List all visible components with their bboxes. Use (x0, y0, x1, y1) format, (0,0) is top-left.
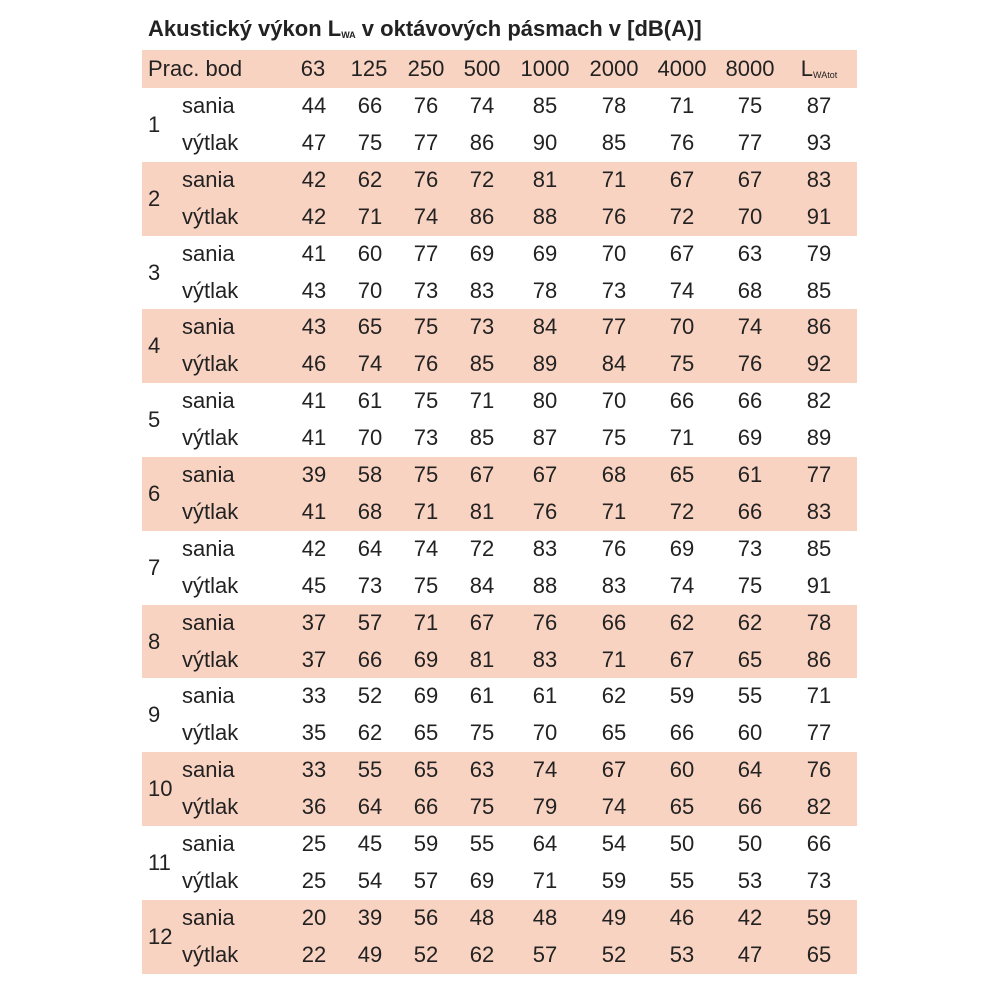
value-cell: 67 (601, 757, 627, 783)
value-cell: 65 (357, 314, 383, 340)
value-cell: 67 (669, 240, 695, 266)
value-cell: 50 (737, 831, 763, 856)
value-cell: 75 (413, 462, 439, 487)
value-cell: 39 (301, 462, 327, 487)
value-cell: 59 (601, 867, 627, 893)
value-cell: 72 (669, 203, 695, 229)
value-cell: 71 (669, 425, 695, 451)
value-cell: 41 (301, 498, 327, 524)
value-cell: 85 (469, 425, 495, 451)
value-cell: 67 (737, 166, 763, 192)
value-cell: 62 (669, 609, 695, 635)
value-cell: 49 (601, 904, 627, 930)
value-cell: 92 (806, 351, 832, 377)
value-cell: 76 (806, 757, 832, 783)
value-cell: 86 (469, 203, 495, 229)
value-cell: 67 (469, 609, 495, 635)
value-cell: 61 (737, 462, 763, 487)
point-number: 11 (148, 849, 171, 875)
header-band-125: 125 (350, 56, 388, 81)
value-cell: 76 (413, 166, 439, 192)
value-cell: 75 (737, 93, 763, 118)
value-cell: 60 (737, 720, 763, 746)
value-cell: 84 (601, 351, 627, 377)
value-cell: 69 (669, 535, 695, 561)
vytlak-label: výtlak (182, 351, 239, 377)
value-cell: 45 (301, 572, 327, 598)
value-cell: 60 (669, 757, 695, 783)
value-cell: 65 (669, 794, 695, 820)
value-cell: 83 (532, 646, 558, 672)
value-cell: 63 (737, 240, 763, 266)
value-cell: 81 (532, 166, 558, 192)
value-cell: 71 (357, 203, 383, 229)
value-cell: 65 (669, 462, 695, 487)
value-cell: 62 (357, 166, 383, 192)
value-cell: 88 (532, 203, 558, 229)
value-cell: 69 (469, 867, 495, 893)
value-cell: 68 (601, 462, 627, 487)
value-cell: 77 (806, 720, 832, 746)
value-cell: 25 (301, 831, 327, 856)
value-cell: 83 (806, 166, 832, 192)
vytlak-label: výtlak (182, 720, 239, 746)
vytlak-label: výtlak (182, 572, 239, 598)
vytlak-label: výtlak (182, 498, 239, 524)
value-cell: 85 (469, 351, 495, 377)
value-cell: 46 (669, 904, 695, 930)
value-cell: 54 (601, 831, 627, 856)
value-cell: 57 (532, 941, 558, 967)
header-total: $L_{WAtot}$ (800, 56, 838, 81)
value-cell: 74 (413, 535, 439, 561)
value-cell: 78 (601, 93, 627, 118)
point-number: 9 (148, 702, 161, 728)
value-cell: 53 (669, 941, 695, 967)
value-cell: 20 (301, 904, 327, 930)
value-cell: 77 (413, 240, 439, 266)
value-cell: 67 (669, 646, 695, 672)
value-cell: 76 (532, 609, 558, 635)
value-cell: 83 (806, 498, 832, 524)
value-cell: 55 (357, 757, 383, 783)
value-cell: 53 (737, 867, 763, 893)
value-cell: 71 (601, 166, 627, 192)
value-cell: 52 (413, 941, 439, 967)
value-cell: 66 (413, 794, 439, 820)
value-cell: 83 (601, 572, 627, 598)
header-band-500: 500 (463, 56, 501, 81)
header-band-1000: 1000 (520, 56, 570, 81)
value-cell: 43 (301, 314, 327, 340)
point-number: 8 (148, 628, 161, 654)
value-cell: 76 (413, 351, 439, 377)
value-cell: 66 (737, 498, 763, 524)
value-cell: 43 (301, 277, 327, 303)
value-cell: 39 (357, 904, 383, 930)
vytlak-label: výtlak (182, 941, 239, 967)
sania-label: sania (182, 462, 235, 487)
vytlak-label: výtlak (182, 867, 239, 893)
value-cell: 83 (532, 535, 558, 561)
value-cell: 75 (601, 425, 627, 451)
value-cell: 72 (469, 535, 495, 561)
value-cell: 64 (357, 535, 383, 561)
value-cell: 86 (469, 129, 495, 155)
value-cell: 22 (301, 941, 327, 967)
point-number: 2 (148, 185, 161, 211)
value-cell: 52 (357, 683, 383, 709)
value-cell: 61 (357, 388, 383, 414)
value-cell: 73 (413, 277, 439, 303)
value-cell: 77 (737, 129, 763, 155)
value-cell: 70 (737, 203, 763, 229)
value-cell: 76 (413, 93, 439, 118)
value-cell: 67 (532, 462, 558, 487)
value-cell: 47 (737, 941, 763, 967)
sania-label: sania (182, 314, 235, 340)
value-cell: 62 (357, 720, 383, 746)
value-cell: 70 (601, 388, 627, 414)
value-cell: 54 (357, 867, 383, 893)
value-cell: 48 (532, 904, 558, 930)
value-cell: 66 (806, 831, 832, 856)
value-cell: 66 (669, 388, 695, 414)
value-cell: 74 (601, 794, 627, 820)
value-cell: 87 (806, 93, 832, 118)
value-cell: 71 (806, 683, 832, 709)
sania-label: sania (182, 388, 235, 414)
vytlak-label: výtlak (182, 129, 239, 155)
sania-label: sania (182, 683, 235, 709)
value-cell: 91 (806, 572, 832, 598)
value-cell: 75 (469, 794, 495, 820)
value-cell: 71 (413, 498, 439, 524)
value-cell: 65 (413, 757, 439, 783)
header-band-2000: 2000 (589, 56, 639, 81)
value-cell: 93 (806, 129, 832, 155)
value-cell: 74 (413, 203, 439, 229)
sania-label: sania (182, 535, 235, 561)
sania-label: sania (182, 831, 235, 856)
value-cell: 57 (413, 867, 439, 893)
value-cell: 70 (357, 277, 383, 303)
value-cell: 71 (601, 646, 627, 672)
value-cell: 89 (532, 351, 558, 377)
value-cell: 71 (469, 388, 495, 414)
value-cell: 59 (413, 831, 439, 856)
value-cell: 65 (737, 646, 763, 672)
point-number: 1 (148, 111, 161, 137)
value-cell: 71 (601, 498, 627, 524)
value-cell: 62 (601, 683, 627, 709)
value-cell: 46 (301, 351, 327, 377)
value-cell: 74 (532, 757, 558, 783)
value-cell: 58 (357, 462, 383, 487)
point-number: 4 (148, 333, 161, 359)
point-number: 3 (148, 259, 161, 285)
value-cell: 70 (601, 240, 627, 266)
value-cell: 82 (806, 388, 832, 414)
value-cell: 65 (413, 720, 439, 746)
value-cell: 56 (413, 904, 439, 930)
header-band-250: 250 (407, 56, 445, 81)
value-cell: 71 (669, 93, 695, 118)
sania-label: sania (182, 904, 235, 930)
value-cell: 61 (469, 683, 495, 709)
value-cell: 74 (737, 314, 763, 340)
value-cell: 75 (413, 572, 439, 598)
value-cell: 72 (669, 498, 695, 524)
vytlak-label: výtlak (182, 425, 239, 451)
point-number: 10 (148, 776, 173, 802)
value-cell: 42 (301, 535, 327, 561)
value-cell: 76 (532, 498, 558, 524)
value-cell: 59 (806, 904, 832, 930)
value-cell: 66 (669, 720, 695, 746)
value-cell: 50 (669, 831, 695, 856)
value-cell: 72 (469, 166, 495, 192)
value-cell: 86 (806, 314, 832, 340)
header-point: Prac. bod (148, 56, 243, 81)
value-cell: 60 (357, 240, 383, 266)
value-cell: 45 (357, 831, 383, 856)
value-cell: 66 (737, 388, 763, 414)
value-cell: 36 (301, 794, 327, 820)
value-cell: 69 (413, 646, 439, 672)
value-cell: 80 (532, 388, 558, 414)
value-cell: 69 (532, 240, 558, 266)
value-cell: 74 (669, 277, 695, 303)
sania-label: sania (182, 240, 235, 266)
point-number: 6 (148, 480, 161, 506)
value-cell: 68 (737, 277, 763, 303)
value-cell: 64 (532, 831, 558, 856)
value-cell: 42 (301, 203, 327, 229)
vytlak-label: výtlak (182, 794, 239, 820)
value-cell: 76 (601, 203, 627, 229)
value-cell: 61 (532, 683, 558, 709)
value-cell: 77 (601, 314, 627, 340)
value-cell: 25 (301, 867, 327, 893)
value-cell: 79 (806, 240, 832, 266)
value-cell: 63 (469, 757, 495, 783)
page-title: Akustický výkon $L_{WA}$ v oktávových pásmach v [dB(A)] (148, 16, 702, 41)
value-cell: 57 (357, 609, 383, 635)
value-cell: 64 (737, 757, 763, 783)
value-cell: 76 (669, 129, 695, 155)
value-cell: 75 (469, 720, 495, 746)
value-cell: 67 (669, 166, 695, 192)
value-cell: 90 (532, 129, 558, 155)
value-cell: 66 (357, 93, 383, 118)
sania-label: sania (182, 166, 235, 192)
value-cell: 85 (806, 535, 832, 561)
value-cell: 89 (806, 425, 832, 451)
header-band-8000: 8000 (725, 56, 775, 81)
value-cell: 33 (301, 757, 327, 783)
point-number: 12 (148, 923, 173, 949)
value-cell: 86 (806, 646, 832, 672)
value-cell: 87 (532, 425, 558, 451)
value-cell: 84 (469, 572, 495, 598)
value-cell: 73 (357, 572, 383, 598)
value-cell: 66 (357, 646, 383, 672)
value-cell: 74 (469, 93, 495, 118)
value-cell: 70 (532, 720, 558, 746)
value-cell: 66 (737, 794, 763, 820)
value-cell: 66 (601, 609, 627, 635)
value-cell: 78 (532, 277, 558, 303)
value-cell: 70 (357, 425, 383, 451)
value-cell: 47 (301, 129, 327, 155)
value-cell: 52 (601, 941, 627, 967)
value-cell: 65 (601, 720, 627, 746)
value-cell: 81 (469, 498, 495, 524)
value-cell: 62 (469, 941, 495, 967)
header-band-63: 63 (300, 56, 326, 81)
value-cell: 74 (357, 351, 383, 377)
value-cell: 71 (413, 609, 439, 635)
value-cell: 74 (669, 572, 695, 598)
value-cell: 69 (737, 425, 763, 451)
value-cell: 75 (357, 129, 383, 155)
header-band-4000: 4000 (657, 56, 707, 81)
value-cell: 67 (469, 462, 495, 487)
vytlak-label: výtlak (182, 203, 239, 229)
vytlak-label: výtlak (182, 277, 239, 303)
value-cell: 69 (413, 683, 439, 709)
value-cell: 49 (357, 941, 383, 967)
value-cell: 41 (301, 388, 327, 414)
value-cell: 78 (806, 609, 832, 635)
value-cell: 85 (601, 129, 627, 155)
value-cell: 37 (301, 646, 327, 672)
value-cell: 71 (532, 867, 558, 893)
point-number: 5 (148, 407, 161, 433)
value-cell: 79 (532, 794, 558, 820)
value-cell: 85 (806, 277, 832, 303)
point-number: 7 (148, 554, 161, 580)
value-cell: 44 (301, 93, 327, 118)
value-cell: 73 (806, 867, 832, 893)
value-cell: 82 (806, 794, 832, 820)
value-cell: 55 (669, 867, 695, 893)
sania-label: sania (182, 609, 235, 635)
value-cell: 73 (601, 277, 627, 303)
value-cell: 55 (737, 683, 763, 709)
value-cell: 73 (737, 535, 763, 561)
value-cell: 81 (469, 646, 495, 672)
value-cell: 75 (669, 351, 695, 377)
value-cell: 65 (806, 941, 832, 967)
value-cell: 77 (806, 462, 832, 487)
value-cell: 76 (737, 351, 763, 377)
value-cell: 68 (357, 498, 383, 524)
value-cell: 37 (301, 609, 327, 635)
value-cell: 33 (301, 683, 327, 709)
value-cell: 42 (737, 904, 763, 930)
value-cell: 85 (532, 93, 558, 118)
value-cell: 41 (301, 425, 327, 451)
vytlak-label: výtlak (182, 646, 239, 672)
value-cell: 41 (301, 240, 327, 266)
value-cell: 75 (737, 572, 763, 598)
value-cell: 76 (601, 535, 627, 561)
value-cell: 35 (301, 720, 327, 746)
value-cell: 73 (469, 314, 495, 340)
sania-label: sania (182, 757, 235, 783)
value-cell: 73 (413, 425, 439, 451)
value-cell: 88 (532, 572, 558, 598)
value-cell: 62 (737, 609, 763, 635)
value-cell: 75 (413, 388, 439, 414)
value-cell: 70 (669, 314, 695, 340)
value-cell: 69 (469, 240, 495, 266)
value-cell: 42 (301, 166, 327, 192)
value-cell: 48 (469, 904, 495, 930)
value-cell: 77 (413, 129, 439, 155)
value-cell: 75 (413, 314, 439, 340)
value-cell: 59 (669, 683, 695, 709)
value-cell: 91 (806, 203, 832, 229)
value-cell: 84 (532, 314, 558, 340)
value-cell: 64 (357, 794, 383, 820)
value-cell: 55 (469, 831, 495, 856)
value-cell: 83 (469, 277, 495, 303)
sania-label: sania (182, 93, 235, 118)
